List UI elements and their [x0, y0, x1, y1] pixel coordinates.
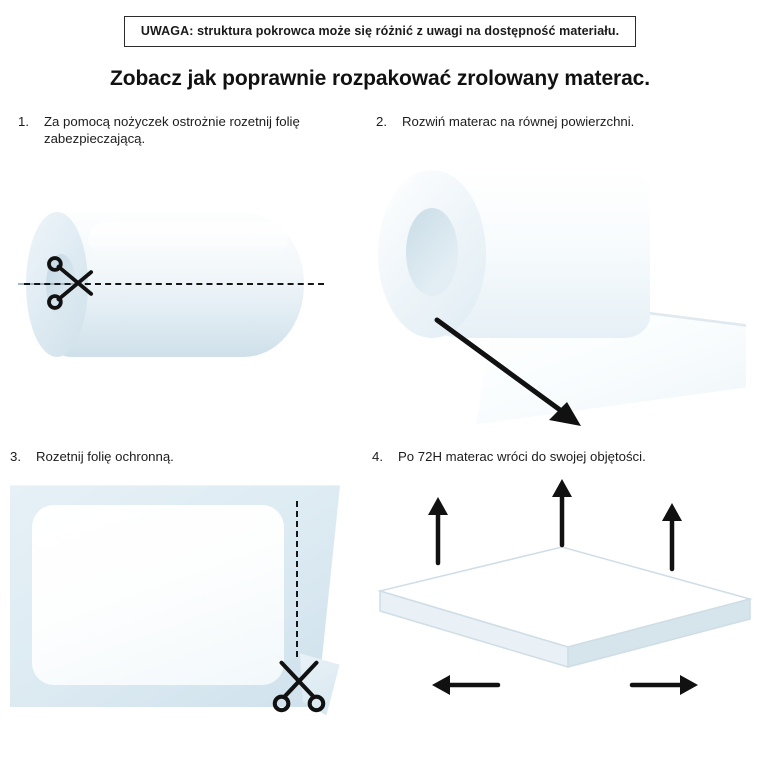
expansion-arrow-right-icon [630, 673, 700, 697]
step-4-illustration [372, 477, 752, 737]
step-2-number: 2. [376, 114, 387, 129]
step-2-heading [376, 113, 746, 130]
step-1-illustration [18, 162, 358, 392]
dashed-cut-line [296, 501, 298, 657]
step-1-number: 1. [18, 114, 29, 129]
expansion-arrow-up-left-icon [426, 495, 450, 565]
expansion-arrow-up-right-icon [660, 501, 684, 571]
scissors-icon [44, 254, 102, 312]
step-3-heading [10, 448, 350, 465]
notice-bar [0, 0, 760, 47]
direction-arrow-icon [431, 314, 611, 444]
expansion-arrow-up-center-icon [550, 477, 574, 547]
step-1 [18, 113, 358, 392]
step-1-heading [18, 113, 358, 148]
step-4 [372, 448, 752, 737]
step-1-text: Za pomocą nożyczek ostrożnie rozetnij folię zabezpieczającą. [44, 114, 300, 147]
mattress-under-foil [32, 505, 284, 685]
rolled-mattress-highlight [88, 222, 288, 258]
step-3 [10, 448, 350, 727]
step-4-text: Po 72H materac wróci do swojej objętości. [398, 449, 646, 464]
step-2-text: Rozwiń materac na równej powierzchni. [402, 114, 635, 129]
step-3-number: 3. [10, 449, 21, 464]
step-4-heading [372, 448, 752, 465]
notice-text: UWAGA: struktura pokrowca może się różnić z uwagi na dostępność materiału. [124, 16, 636, 47]
step-3-text: Rozetnij folię ochronną. [36, 449, 174, 464]
step-3-illustration [10, 477, 355, 727]
page-title: Zobacz jak poprawnie rozpakować zrolowany materac. [110, 67, 650, 90]
expansion-arrow-left-icon [430, 673, 500, 697]
scissors-icon [268, 655, 330, 717]
step-2-illustration [376, 142, 746, 442]
step-4-number: 4. [372, 449, 383, 464]
mattress-roll-core-hole [406, 208, 458, 296]
step-2 [376, 113, 746, 442]
